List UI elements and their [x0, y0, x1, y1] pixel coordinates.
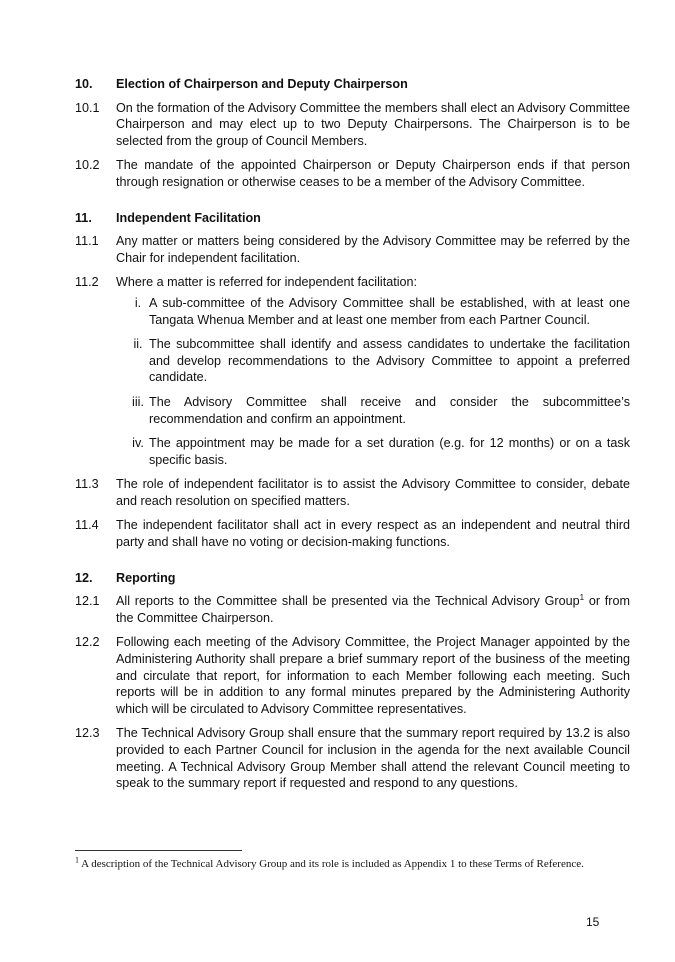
- list-marker: i.: [134, 295, 142, 310]
- list-marker: iv.: [132, 436, 144, 451]
- paragraph-number: 12.2: [75, 635, 100, 650]
- section-heading: [75, 570, 630, 587]
- section-number: 12.: [75, 570, 93, 585]
- list-item-text: A sub-committee of the Advisory Committee shall be established, with at least one Tangata Whenua Member and at least one member from each Partner Council.: [149, 295, 630, 327]
- paragraph-number: 11.1: [75, 234, 99, 249]
- list-item: [116, 295, 630, 328]
- section-title: Election of Chairperson and Deputy Chairperson: [116, 77, 408, 91]
- section-10: [75, 76, 630, 191]
- page-number: 15: [586, 915, 600, 929]
- footnote-marker: 1: [75, 855, 79, 865]
- paragraph-text: Any matter or matters being considered by the Advisory Committee may be referred by the Chair for independent facilitation.: [116, 234, 630, 265]
- section-12: [75, 570, 630, 792]
- section-heading: [75, 210, 630, 227]
- paragraph-text-before: All reports to the Committee shall be presented via the Technical Advisory Group: [116, 594, 580, 609]
- list-marker: ii.: [133, 337, 143, 352]
- page-content: [75, 76, 630, 811]
- paragraph-11-4: [75, 517, 630, 550]
- section-number: 11.: [75, 210, 92, 225]
- paragraph-number: 12.1: [75, 594, 100, 609]
- footnote: [75, 857, 615, 871]
- section-heading: [75, 76, 630, 93]
- list-item-text: The appointment may be made for a set duration (e.g. for 12 months) or on a task specific basis.: [149, 436, 630, 467]
- section-title: Independent Facilitation: [116, 210, 261, 225]
- list-item: [116, 435, 630, 468]
- paragraph-11-3: [75, 476, 630, 509]
- paragraph-number: 12.3: [75, 726, 100, 741]
- list-item-text: The subcommittee shall identify and assess candidates to undertake the facilitation and develop recommendations to the Advisory Committee to appoint a preferred candidate.: [149, 337, 630, 385]
- paragraph-text: The role of independent facilitator is to assist the Advisory Committee to consider, debate and reach resolution on specified matters.: [116, 477, 630, 508]
- paragraph-text: Where a matter is referred for independent facilitation:: [116, 275, 418, 290]
- list-item: [116, 336, 630, 386]
- section-title: Reporting: [116, 570, 176, 585]
- paragraph-11-2: [75, 274, 630, 291]
- footnote-divider: [75, 850, 242, 851]
- paragraph-text: The independent facilitator shall act in every respect as an independent and neutral third party and shall have no voting or decision-making functions.: [116, 518, 630, 550]
- section-11: [75, 210, 630, 551]
- paragraph-number: 10.2: [75, 158, 100, 173]
- paragraph-12-2: [75, 634, 630, 717]
- paragraph-text: [116, 593, 630, 626]
- paragraph-text: The Technical Advisory Group shall ensure that the summary report required by 13.2 is also provided to each Partner Council for inclusion in the agenda for the next available Council meeting. A Technical Advisory Group Member shall attend the relevant Council meeting to speak to the summary report if requested and respond to any questions.: [116, 726, 630, 791]
- paragraph-11-1: [75, 233, 630, 266]
- paragraph-text: Following each meeting of the Advisory Committee, the Project Manager appointed by the Administering Authority shall prepare a brief summary report of the business of the meeting and circulate that report, for information to each Member following each meeting. Such reports will be in addition to any formal minutes prepared by the Administering Authority which will be circulated to Advisory Committee representatives.: [116, 635, 630, 716]
- paragraph-text: On the formation of the Advisory Committee the members shall elect an Advisory Committee Chairperson and may elect up to two Deputy Chairpersons. The Chairperson is to be selected from the group of Council Members.: [116, 100, 630, 148]
- paragraph-number: 10.1: [75, 100, 100, 115]
- list-item-text: The Advisory Committee shall receive and consider the subcommittee’s recommendation and confirm an appointment.: [149, 394, 630, 426]
- paragraph-number: 11.2: [75, 275, 99, 290]
- facilitation-sublist: [75, 295, 630, 468]
- paragraph-10-1: [75, 100, 630, 150]
- paragraph-number: 11.4: [75, 518, 99, 533]
- paragraph-text: The mandate of the appointed Chairperson or Deputy Chairperson ends if that person through resignation or otherwise ceases to be a member of the Advisory Committee.: [116, 158, 630, 189]
- list-item: [116, 394, 630, 427]
- section-number: 10.: [75, 77, 93, 91]
- footnote-reference[interactable]: 1: [579, 593, 585, 603]
- list-marker: iii.: [132, 394, 144, 409]
- footnote-text: A description of the Technical Advisory Group and its role is included as Appendix 1 to these Terms of Reference.: [79, 858, 584, 870]
- paragraph-12-3: [75, 725, 630, 791]
- paragraph-text-after: or from the Committee Chairperson.: [116, 594, 630, 625]
- paragraph-number: 11.3: [75, 477, 99, 492]
- paragraph-10-2: [75, 157, 630, 190]
- paragraph-12-1: [75, 593, 630, 626]
